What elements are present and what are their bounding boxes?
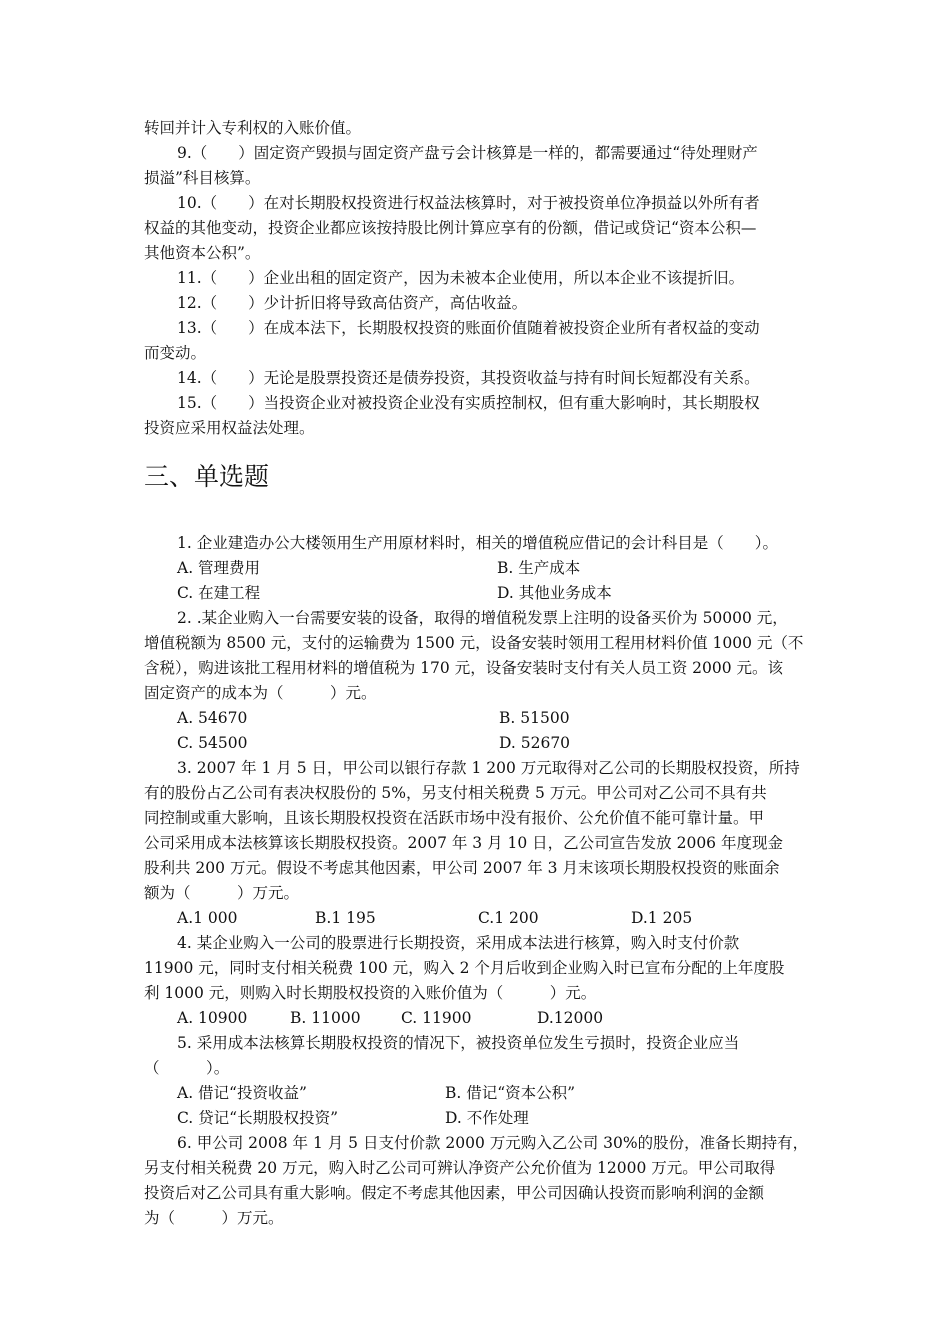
tf-line: 损溢”科目核算。: [144, 169, 261, 187]
question-3-text: 股利共 200 万元。假设不考虑其他因素，甲公司 2007 年 3 月末该项长期股权投资的账面余: [144, 859, 780, 877]
question-3-text: 公司采用成本法核算该长期股权投资。2007 年 3 月 10 日，乙公司宣告发放 2006 年度现金: [144, 834, 783, 852]
question-6-text: 6. 甲公司 2008 年 1 月 5 日支付价款 2000 万元购入乙公司 30%的股份，准备长期持有，: [177, 1134, 809, 1152]
question-1-option-d: D. 其他业务成本: [497, 584, 612, 602]
question-5-text: （ ）。: [144, 1059, 230, 1077]
question-6-text: 投资后对乙公司具有重大影响。假定不考虑其他因素，甲公司因确认投资而影响利润的金额: [144, 1184, 765, 1202]
question-4-option-a: A. 10900: [177, 1009, 248, 1027]
question-3-text: 额为（ ）万元。: [144, 884, 300, 902]
question-4-text: 利 1000 元，则购入时长期股权投资的入账价值为（ ）元。: [144, 984, 597, 1002]
question-2-option-d: D. 52670: [499, 734, 571, 752]
tf-question-13: 13.（ ）在成本法下，长期股权投资的账面价值随着被投资企业所有者权益的变动: [177, 319, 760, 337]
question-3-text: 3. 2007 年 1 月 5 日，甲公司以银行存款 1 200 万元取得对乙公司的长期股权投资，所持: [177, 759, 800, 777]
section-heading: 三、单选题: [144, 462, 270, 491]
question-6-text: 为（ ）万元。: [144, 1209, 284, 1227]
question-4-text: 11900 元，同时支付相关税费 100 元，购入 2 个月后收到企业购入时已宣布分配的上年度股: [144, 959, 785, 977]
tf-question-11: 11.（ ）企业出租的固定资产，因为未被本企业使用，所以本企业不该提折旧。: [177, 269, 745, 287]
tf-question-10: 10.（ ）在对长期股权投资进行权益法核算时，对于被投资单位净损益以外所有者: [177, 194, 760, 212]
question-5-option-d: D. 不作处理: [445, 1109, 529, 1127]
question-4-option-d: D.12000: [537, 1009, 604, 1027]
tf-line: 转回并计入专利权的入账价值。: [144, 119, 362, 137]
question-3-text: 同控制或重大影响，且该长期股权投资在活跃市场中没有报价、公允价值不能可靠计量。甲: [144, 809, 765, 827]
question-4-option-b: B. 11000: [290, 1009, 361, 1027]
question-1-option-c: C. 在建工程: [177, 584, 261, 602]
question-2-option-c: C. 54500: [177, 734, 248, 752]
question-2-option-a: A. 54670: [177, 709, 248, 727]
question-1-option-b: B. 生产成本: [497, 559, 581, 577]
question-5-option-c: C. 贷记“长期股权投资”: [177, 1109, 339, 1127]
question-1-text: 1. 企业建造办公大楼领用生产用原材料时，相关的增值税应借记的会计科目是（ ）。: [177, 534, 778, 552]
tf-line: 而变动。: [144, 344, 207, 362]
tf-line: 其他资本公积”。: [144, 244, 261, 262]
tf-question-9: 9.（ ）固定资产毁损与固定资产盘亏会计核算是一样的，都需要通过“待处理财产: [177, 144, 758, 162]
question-6-text: 另支付相关税费 20 万元，购入时乙公司可辨认净资产公允价值为 12000 万元。甲公司取得: [144, 1159, 776, 1177]
tf-line: 权益的其他变动，投资企业都应该按持股比例计算应享有的份额，借记或贷记“资本公积—: [144, 219, 757, 237]
question-3-text: 有的股份占乙公司有表决权股份的 5%，另支付相关税费 5 万元。甲公司对乙公司不具有共: [144, 784, 767, 802]
tf-question-15: 15.（ ）当投资企业对被投资企业没有实质控制权，但有重大影响时，其长期股权: [177, 394, 760, 412]
question-3-option-a: A.1 000: [177, 909, 238, 927]
question-5-option-b: B. 借记“资本公积”: [445, 1084, 576, 1102]
question-2-text: 2. .某企业购入一台需要安装的设备，取得的增值税发票上注明的设备买价为 50000 元，: [177, 609, 788, 627]
question-4-text: 4. 某企业购入一公司的股票进行长期投资，采用成本法进行核算，购入时支付价款: [177, 934, 740, 952]
question-2-text: 含税），购进该批工程用材料的增值税为 170 元，设备安装时支付有关人员工资 2000 元。该: [144, 659, 783, 677]
tf-question-12: 12.（ ）少计折旧将导致高估资产，高估收益。: [177, 294, 528, 312]
tf-line: 投资应采用权益法处理。: [144, 419, 315, 437]
question-3-option-d: D.1 205: [631, 909, 693, 927]
question-2-text: 增值税额为 8500 元，支付的运输费为 1500 元，设备安装时领用工程用材料价值 1000 元（不: [144, 634, 804, 652]
question-1-option-a: A. 管理费用: [177, 559, 261, 577]
tf-question-14: 14.（ ）无论是股票投资还是债券投资，其投资收益与持有时间长短都没有关系。: [177, 369, 760, 387]
question-5-option-a: A. 借记“投资收益”: [177, 1084, 307, 1102]
question-4-option-c: C. 11900: [401, 1009, 472, 1027]
question-3-option-b: B.1 195: [315, 909, 376, 927]
question-2-option-b: B. 51500: [499, 709, 570, 727]
question-2-text: 固定资产的成本为（ ）元。: [144, 684, 377, 702]
question-3-option-c: C.1 200: [478, 909, 539, 927]
question-5-text: 5. 采用成本法核算长期股权投资的情况下，被投资单位发生亏损时，投资企业应当: [177, 1034, 740, 1052]
